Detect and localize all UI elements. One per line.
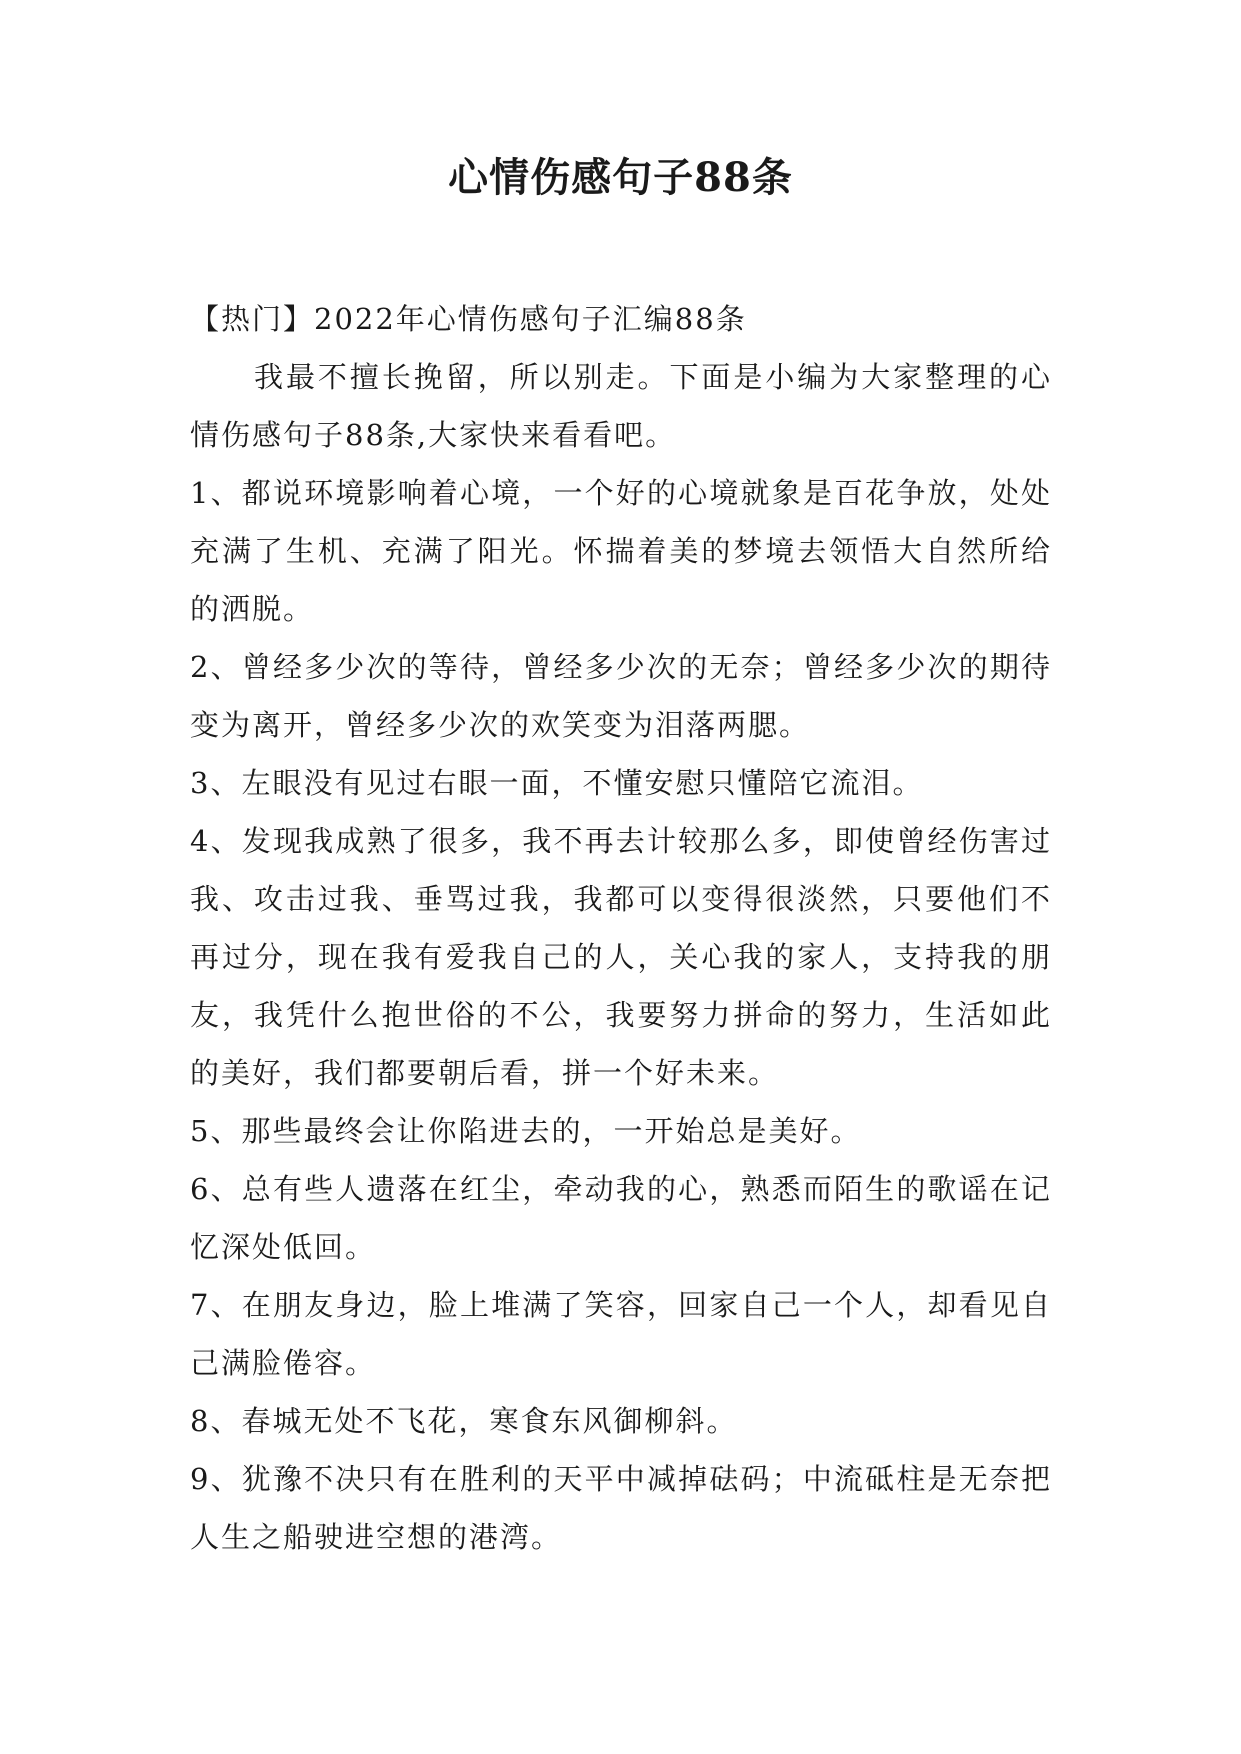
list-item: 5、那些最终会让你陷进去的，一开始总是美好。 — [190, 1114, 862, 1148]
document-body — [190, 290, 1052, 1566]
list-item: 6、总有些人遗落在红尘，牵动我的心，熟悉而陌生的歌谣在记忆深处低回。 — [190, 1172, 1052, 1264]
list-item: 1、都说环境影响着心境，一个好的心境就象是百花争放，处处充满了生机、充满了阳光。怀揣着美的梦境去领悟大自然所给的洒脱。 — [190, 476, 1052, 626]
document-title: 心情伤感句子88条 — [448, 154, 793, 201]
list-item: 3、左眼没有见过右眼一面，不懂安慰只懂陪它流泪。 — [190, 766, 924, 800]
list-item: 7、在朋友身边，脸上堆满了笑容，回家自己一个人，却看见自己满脸倦容。 — [190, 1288, 1052, 1380]
list-item: 9、犹豫不决只有在胜利的天平中减掉砝码；中流砥柱是无奈把人生之船驶进空想的港湾。 — [190, 1462, 1052, 1554]
list-item: 8、春城无处不飞花，寒食东风御柳斜。 — [190, 1404, 738, 1438]
document-subtitle: 【热门】2022年心情伤感句子汇编88条 — [190, 302, 747, 336]
intro-paragraph: 我最不擅长挽留，所以别走。下面是小编为大家整理的心情伤感句子88条,大家快来看看吧。 — [190, 360, 1052, 452]
list-item: 4、发现我成熟了很多，我不再去计较那么多，即使曾经伤害过我、攻击过我、垂骂过我，我都可以变得很淡然，只要他们不再过分，现在我有爱我自己的人，关心我的家人，支持我的朋友，我凭什么抱世俗的不公，我要努力拼命的努力，生活如此的美好，我们都要朝后看，拼一个好未来。 — [190, 824, 1052, 1090]
list-item: 2、曾经多少次的等待，曾经多少次的无奈；曾经多少次的期待变为离开，曾经多少次的欢笑变为泪落两腮。 — [190, 650, 1052, 742]
